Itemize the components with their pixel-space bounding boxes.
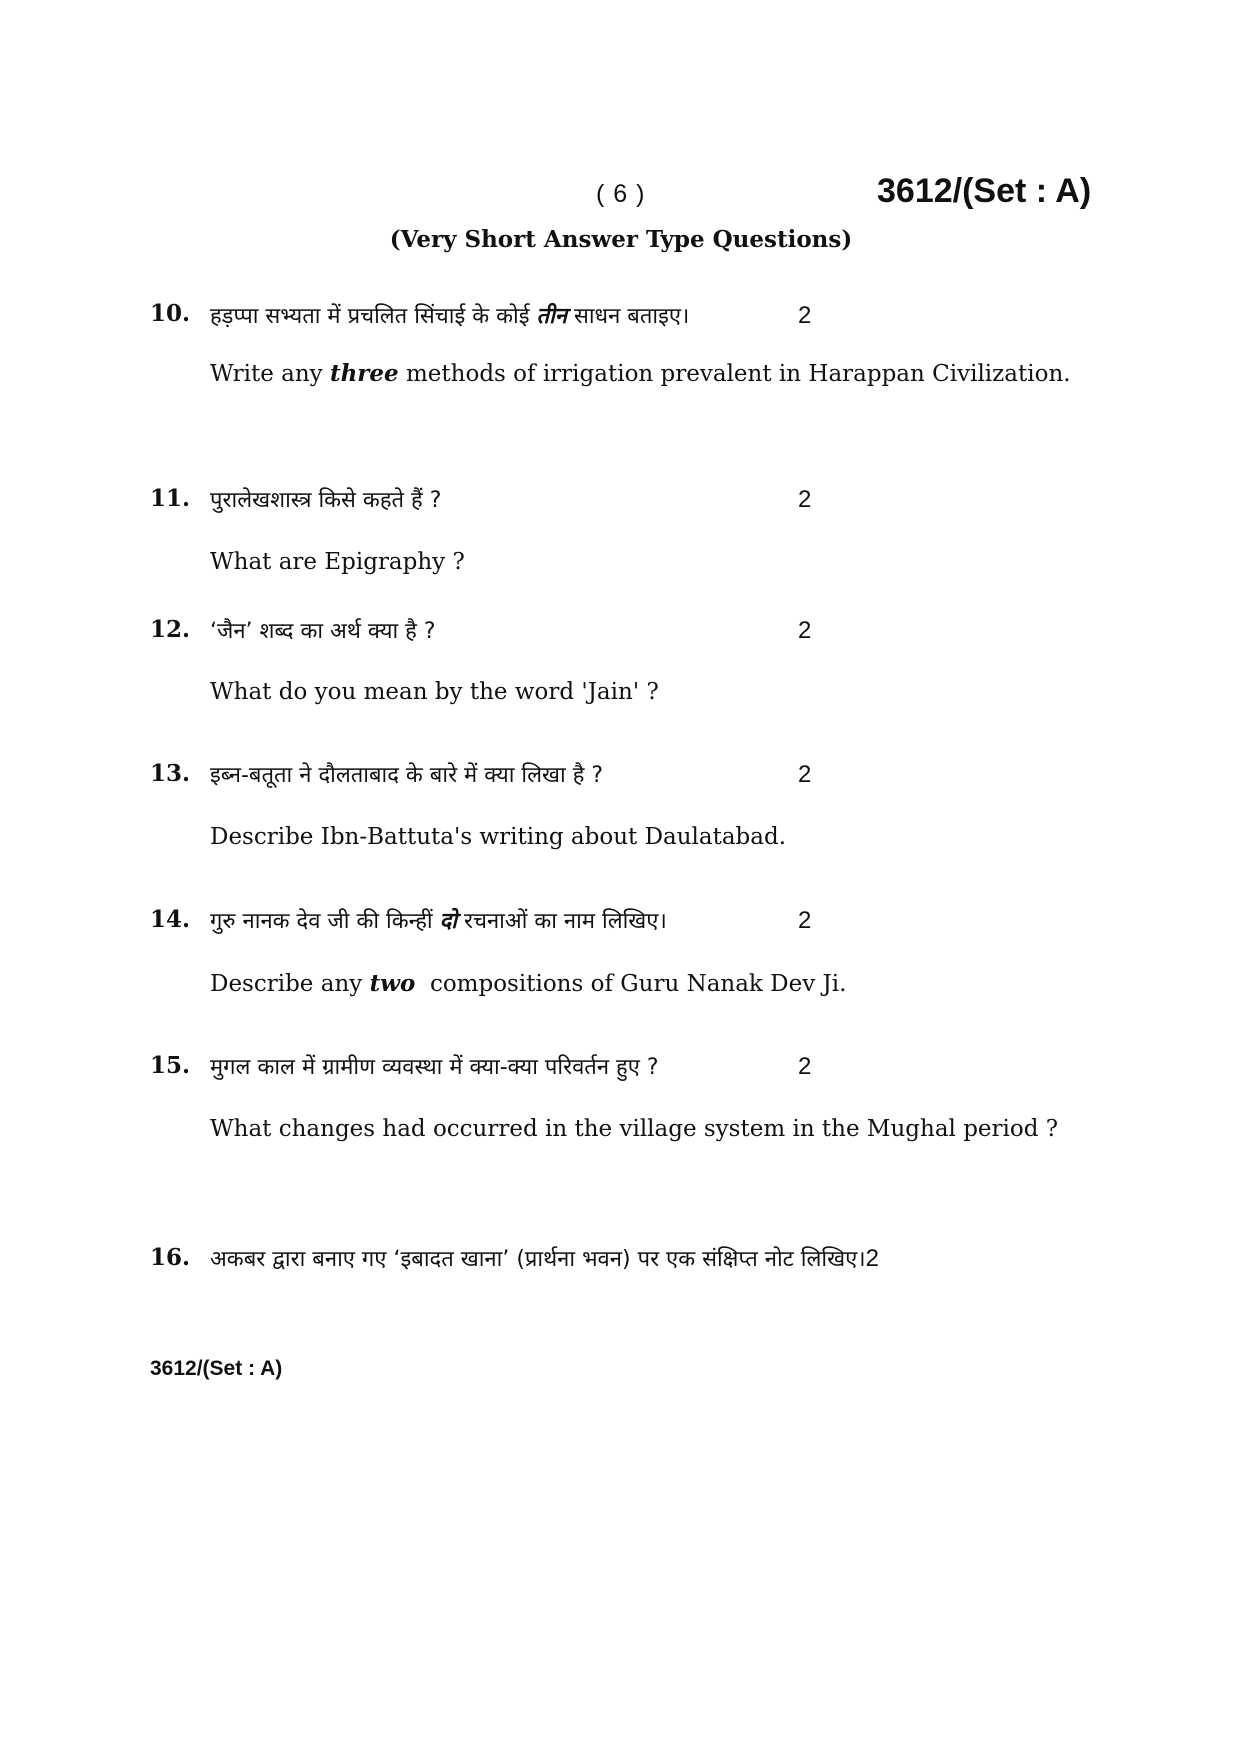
question-12-english: What do you mean by the word 'Jain' ? [210,679,659,705]
question-10-english-after: methods of irrigation prevalent in Harappan Civilization. [398,361,1071,387]
question-15-english: What changes had occurred in the village system in the Mughal period ? [210,1116,1059,1142]
question-14-english-emph: two [369,970,416,997]
question-12-hindi: ‘जैन’ शब्द का अर्थ क्या है ? [210,619,436,644]
question-14-number: 14. [150,906,191,933]
question-12-marks: 2 [798,617,812,644]
question-10-marks: 2 [798,302,812,329]
question-15-number: 15. [150,1052,191,1079]
question-14-english-before: Describe any [210,971,370,997]
question-14-hindi-before: गुरु नानक देव जी की किन्हीं [210,909,440,934]
question-10-hindi-after: साधन बताइए। [566,304,690,329]
question-16-hindi-text: अकबर द्वारा बनाए गए ‘इबादत खाना’ (प्रार्थना भवन) पर एक संक्षिप्त नोट लिखिए। [210,1247,866,1272]
question-14-hindi-after: रचनाओं का नाम लिखिए। [457,909,667,934]
question-10-hindi-before: हड़प्पा सभ्यता में प्रचलित सिंचाई के कोई [210,304,537,329]
question-13-hindi: इब्न-बतूता ने दौलताबाद के बारे में क्या लिखा है ? [210,763,604,788]
set-code-header: 3612/(Set : A) [877,172,1092,210]
page-number: ( 6 ) [596,180,646,208]
question-14-english-after: compositions of Guru Nanak Dev Ji. [415,971,847,997]
section-heading [0,226,1240,253]
question-10-number: 10. [150,300,191,327]
question-10-english-emph: three [329,360,399,387]
question-14-hindi-emph: दो [439,909,457,934]
question-16-number: 16. [150,1244,191,1271]
question-12-number: 12. [150,616,191,643]
question-16-hindi [210,1243,879,1273]
question-10-english [210,352,1094,396]
question-11-english: What are Epigraphy ? [210,549,465,575]
question-11-hindi: पुरालेखशास्त्र किसे कहते हैं ? [210,488,442,513]
set-code-footer: 3612/(Set : A) [150,1357,283,1380]
question-16-marks: 2 [865,1245,879,1272]
question-13-marks: 2 [798,761,812,788]
question-10-hindi [210,300,689,330]
question-14-marks: 2 [798,907,812,934]
question-15-hindi: मुगल काल में ग्रामीण व्यवस्था में क्या-क्या परिवर्तन हुए ? [210,1055,659,1080]
question-10-hindi-emph: तीन [536,304,567,329]
question-10-english-before: Write any [210,361,330,387]
question-13-english: Describe Ibn-Battuta's writing about Daulatabad. [210,824,787,850]
question-14-english [210,962,1094,1006]
question-11-number: 11. [150,485,191,512]
question-11-marks: 2 [798,486,812,513]
section-heading-text: (Very Short Answer Type Questions) [389,226,853,253]
question-15-marks: 2 [798,1053,812,1080]
question-14-hindi [210,905,667,935]
question-13-number: 13. [150,760,191,787]
